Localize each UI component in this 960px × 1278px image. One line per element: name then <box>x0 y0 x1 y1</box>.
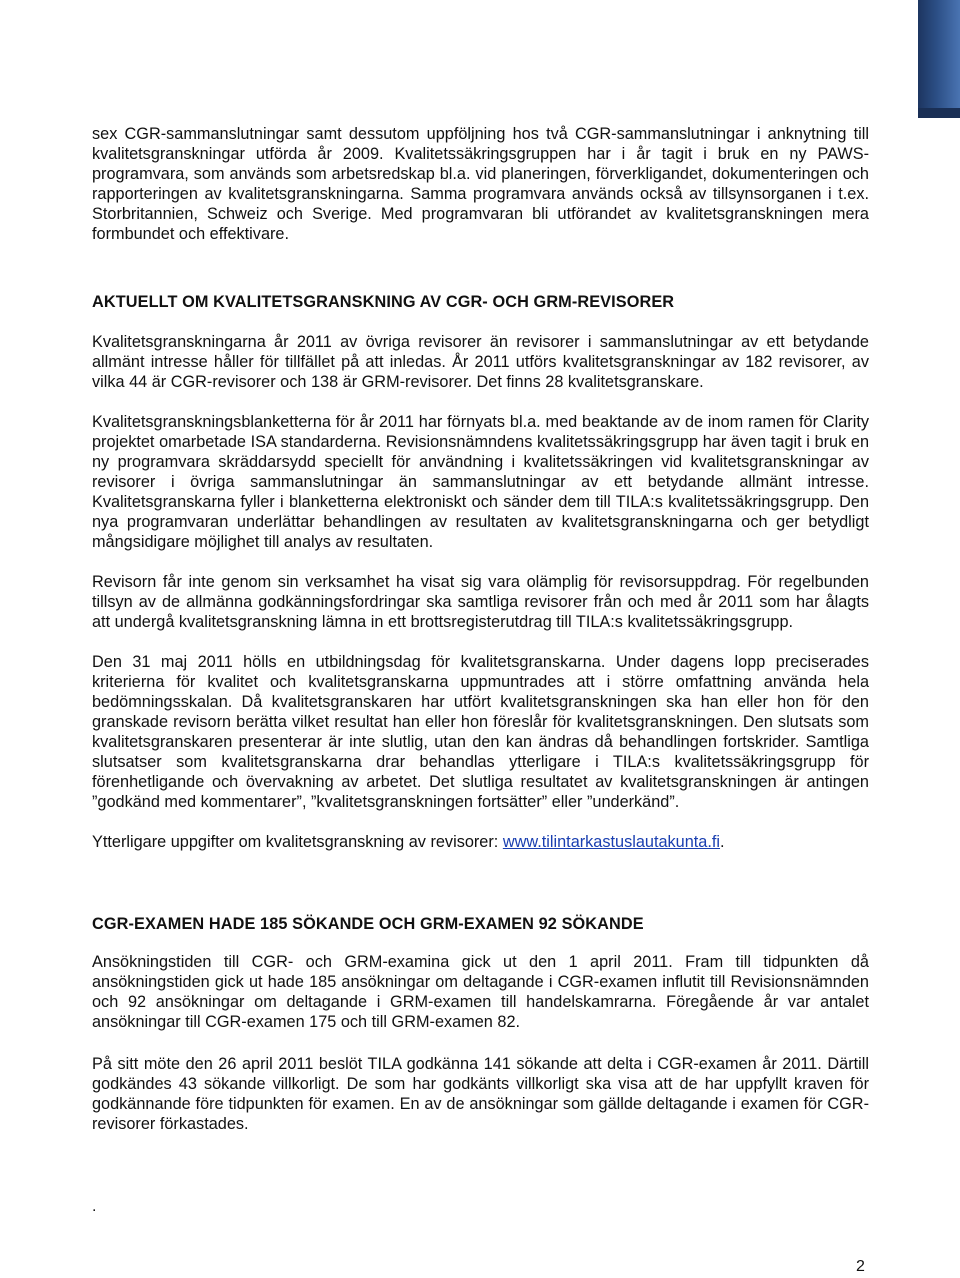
section-heading-exam: CGR-EXAMEN HADE 185 SÖKANDE OCH GRM-EXAMEN 92 SÖKANDE <box>92 915 644 933</box>
website-link[interactable]: www.tilintarkastuslautakunta.fi <box>502 833 721 851</box>
document-body <box>92 124 869 1134</box>
corner-decoration <box>918 0 960 118</box>
paragraph: På sitt möte den 26 april 2011 beslöt TILA godkänna 141 sökande att delta i CGR-examen år 2011. Därtill godkändes 43 sökande villkorligt. De som har godkänts villkorligt ska visa att de har uppfyllt kraven för godkännande före tidpunkten för examen. En av de ansökningar som gällde deltagande i examen för CGR-revisorer förkastades. <box>92 1055 869 1133</box>
paragraph: Ansökningstiden till CGR- och GRM-examina gick ut den 1 april 2011. Fram till tidpunkten då ansökningstiden gick ut hade 185 ansökningar om deltagande i CGR-examen influtit till Revisionsnämnden och 92 ansökningar om deltagande i GRM-examen till handelskamrarna. Föregående år var antalet ansökningar till CGR-examen 175 och till GRM-examen 82. <box>92 953 869 1031</box>
more-info-text: Ytterligare uppgifter om kvalitetsgranskning av revisorer: <box>92 833 503 851</box>
more-info-suffix: . <box>720 833 725 851</box>
paragraph: Kvalitetsgranskningarna år 2011 av övriga revisorer än revisorer i sammanslutningar av ett betydande allmänt intresse håller för tillfället på att inledas. År 2011 utförs kvalitetsgranskningar av 182 revisorer, av vilka 44 är CGR-revisorer och 138 är GRM-revisorer. Det finns 28 kvalitetsgranskare. <box>92 333 869 391</box>
intro-paragraph: sex CGR-sammanslutningar samt dessutom uppföljning hos två CGR-sammanslutningar i anknytning till kvalitetsgranskningar utförda år 2009. Kvalitetssäkringsgruppen har i år tagit i bruk en ny PAWS-programvara, som används som arbetsredskap bl.a. vid planeringen, förverkligandet, dokumenteringen och rapporteringen av kvalitetsgranskningarna. Samma programvara används också av tillsynsorganen i t.ex. Storbritannien, Schweiz och Sverige. Med programvaran bli utförandet av kvalitetsgranskningen mera formbundet och effektivare. <box>92 125 869 243</box>
paragraph: Revisorn får inte genom sin verksamhet ha visat sig vara olämplig för revisorsuppdrag. För regelbunden tillsyn av de allmänna godkänningsfordringar ska samtliga revisorer från och med år 2011 som har ålagts att undergå kvalitetsgranskning lämna in ett brottsregisterutdrag till TILA:s kvalitetssäkringsgrupp. <box>92 573 869 631</box>
more-info-paragraph <box>92 832 869 852</box>
paragraph: Den 31 maj 2011 hölls en utbildningsdag för kvalitetsgranskarna. Under dagens lopp preciserades kriterierna för kvalitet och kvalitetsgranskarna uppmuntrades att i större omfattning använda hela bedömningsskalan. Då kvalitetsgranskaren har utfört kvalitetsgranskningen ska han eller hon för den granskade revisorn berätta vilket resultat han eller hon föreslår för kvalitetsgranskningen. Den slutsats som kvalitetsgranskaren presenterar är inte slutlig, utan den kan ändras då behandlingen fortskrider. Samtliga slutsatser som kvalitetsgranskarna drar behandlas ytterligare i TILA:s kvalitetssäkringsgrupp för förenhetligande och övervakning av arbetet. Det slutliga resultatet av kvalitetsgranskningen är antingen ”godkänd med kommentarer”, ”kvalitetsgranskningen fortsätter” eller ”underkänd”. <box>92 653 869 811</box>
page-number: 2 <box>856 1258 865 1275</box>
section-heading-quality-review: AKTUELLT OM KVALITETSGRANSKNING AV CGR- OCH GRM-REVISORER <box>92 293 675 311</box>
stray-dot: . <box>92 1198 97 1215</box>
paragraph: Kvalitetsgranskningsblanketterna för år 2011 har förnyats bl.a. med beaktande av de inom ramen för Clarity projektet omarbetade ISA standarderna. Revisionsnämndens kvalitetssäkringsgrupp har även tagit i bruk en ny programvara skräddarsydd speciellt för användning i kvalitetssäkringen vid kvalitetsgranskningar av revisorer i övriga sammanslutningar än sammanslutningar av ett betydande allmänt intresse. Kvalitetsgranskarna fyller i blanketterna elektroniskt och sänder dem till TILA:s kvalitetssäkringsgrupp. Den nya programvaran underlättar behandlingen av resultaten av kvalitetsgranskningarna och ger betydligt mångsidigare möjlighet till analys av resultaten. <box>92 413 869 551</box>
